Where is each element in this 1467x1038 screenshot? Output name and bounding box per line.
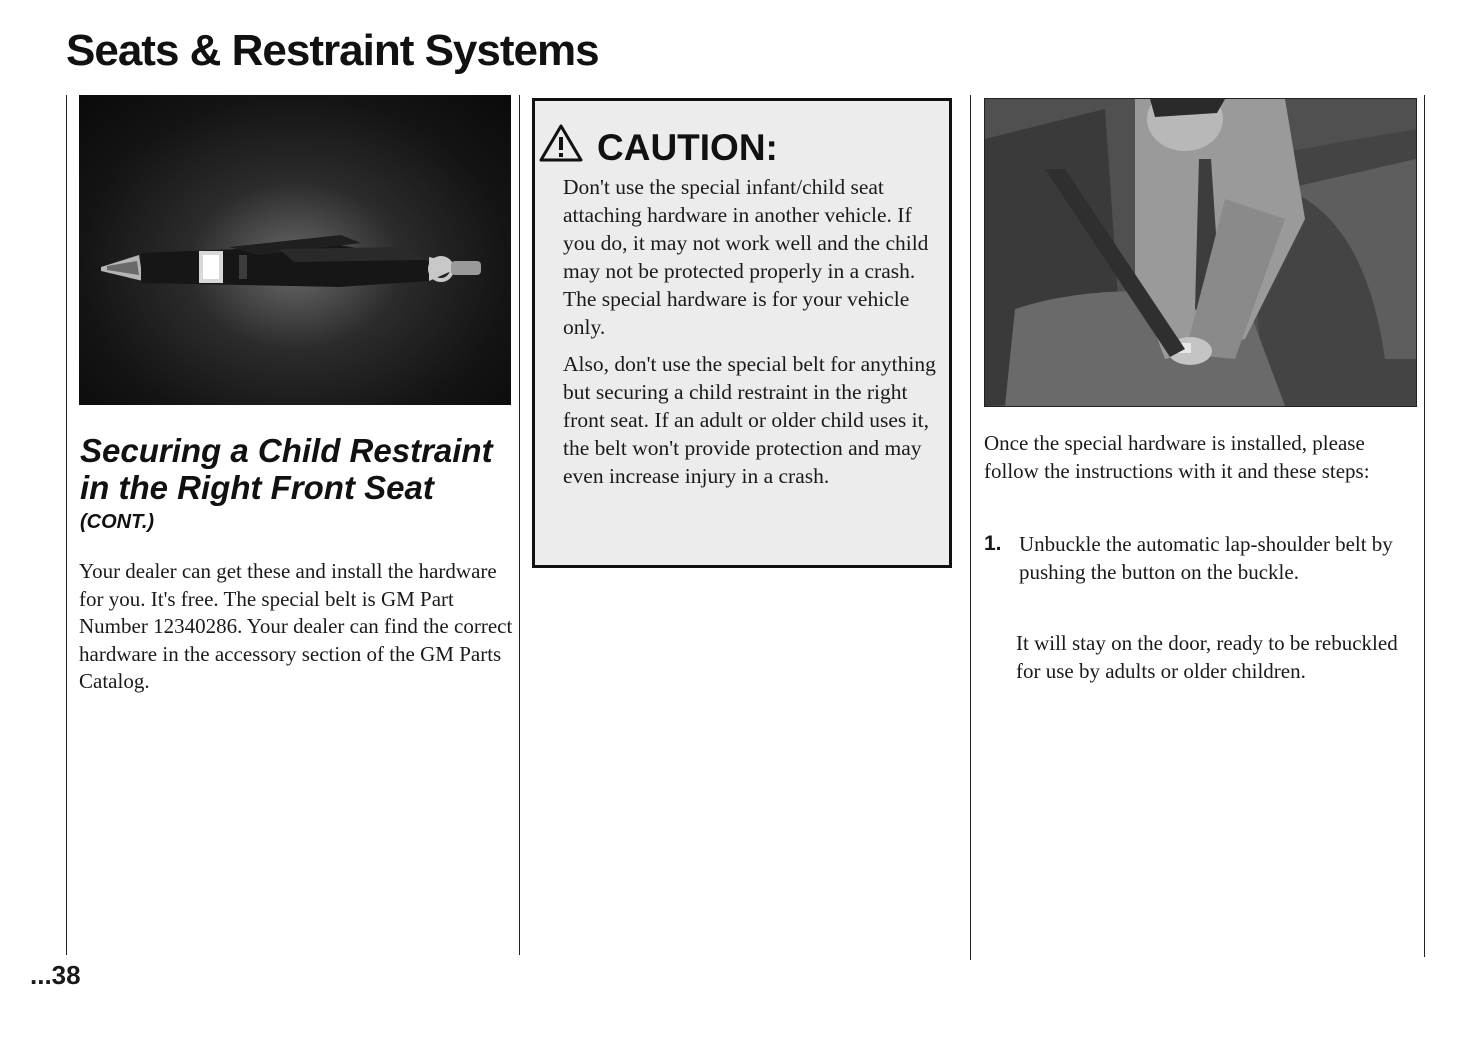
caution-body: [563, 173, 938, 499]
column-divider: [1424, 95, 1425, 957]
column-divider: [66, 95, 67, 955]
page-title: Seats & Restraint Systems: [66, 26, 599, 75]
caution-header: [539, 123, 778, 172]
caution-paragraph: Don't use the special infant/child seat attaching hardware in another vehicle. If you do, it may not work well and the child may not be protected properly in a crash. The special hardware is for your vehicle only.: [563, 175, 929, 339]
step-number: 1.: [984, 532, 1002, 555]
dealer-info-paragraph: Your dealer can get these and install the hardware for you. It's free. The special belt is GM Part Number 12340286. Your dealer can find the correct hardware in the accessory section of the GM Parts Catalog.: [79, 559, 513, 693]
unbuckling-belt-photo: [984, 98, 1417, 407]
column-divider: [970, 95, 971, 960]
caution-title: CAUTION:: [597, 126, 778, 168]
column-divider: [519, 95, 520, 955]
warning-triangle-icon: [539, 123, 597, 172]
seat-belt-hardware-photo: [79, 95, 511, 405]
section-heading: Securing a Child Restraint in the Right Front Seat: [80, 432, 493, 506]
intro-paragraph: Once the special hardware is installed, please follow the instructions with it and these steps:: [984, 431, 1370, 483]
caution-box: [532, 98, 952, 568]
caution-paragraph: Also, don't use the special belt for anything but securing a child restraint in the right front seat. If an adult or older child uses it, the belt won't provide protection and may even increase injury in a crash.: [563, 352, 936, 488]
step-note: It will stay on the door, ready to be rebuckled for use by adults or older children.: [1016, 631, 1398, 683]
page-number: ...38: [30, 960, 81, 990]
step-text: Unbuckle the automatic lap-shoulder belt by pushing the button on the buckle.: [1019, 532, 1393, 584]
continued-label: (CONT.): [80, 511, 155, 533]
